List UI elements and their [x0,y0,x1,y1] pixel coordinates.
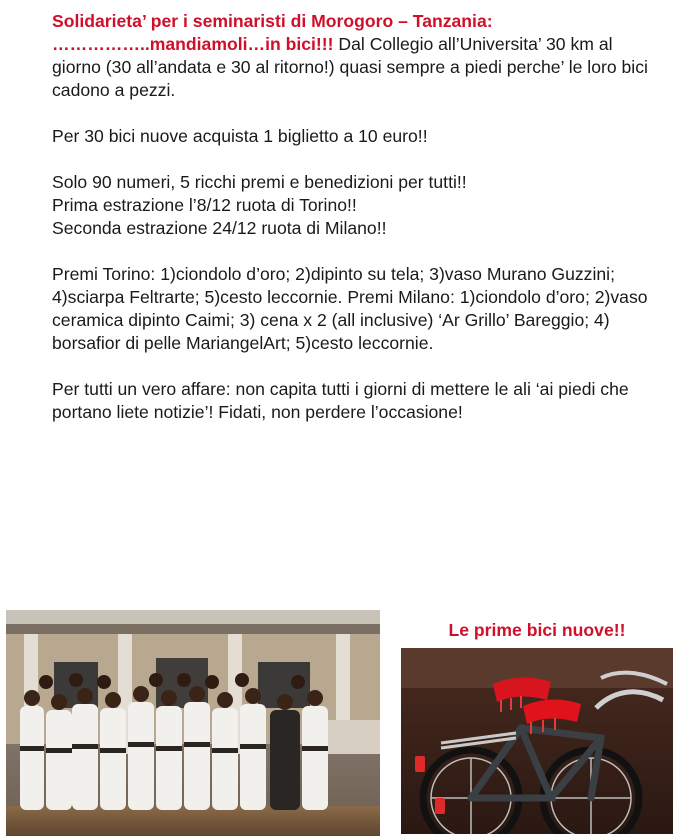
closing-text: Per tutti un vero affare: non capita tutti i giorni di mettere le ali ‘ai piedi che portano liete notizie’! Fidati, non perdere l’occasione! [52,379,629,422]
seminarians-photo-art [6,610,380,836]
lottery-line: Prima estrazione l’8/12 ruota di Torino!! [52,195,357,215]
new-bicycles-photo [401,648,673,834]
prizes-milano: Premi Milano: 1)ciondolo d’oro; 2)vaso ceramica dipinto Caimi; 3) cena x 2 (all inclusive) ‘Ar Grillo’ Bareggio; 4) borsafior di pelle MariangelArt; 5)cesto leccornie. [52,287,648,353]
intro-paragraph [52,10,652,102]
lottery-paragraph [52,171,652,240]
seminarians-group-photo [6,610,380,836]
ticket-text: Per 30 bici nuove acquista 1 biglietto a 10 euro!! [52,126,428,146]
bicycles-photo-art [401,648,673,834]
prizes-torino: Premi Torino: 1)ciondolo d’oro; 2)dipinto su tela; 3)vaso Murano Guzzini; 4)sciarpa Feltrarte; 5)cesto leccornie. [52,264,615,307]
flyer-text [52,10,652,447]
prizes-paragraph [52,263,652,355]
flyer-title: Solidarieta’ per i seminaristi di Morogoro – Tanzania: [52,11,493,31]
lottery-line: Solo 90 numeri, 5 ricchi premi e benedizioni per tutti!! [52,172,467,192]
bikes-caption: Le prime bici nuove!! [448,620,626,640]
intro-text: Dal Collegio all’Universita’ 30 km al giorno (30 all’andata e 30 al ritorno!) quasi sempre a piedi perche’ le loro bici cadono a pezzi. [52,34,648,100]
flyer-slogan: ……………..mandiamoli…in bici!!! [52,34,334,54]
lottery-line: Seconda estrazione 24/12 ruota di Milano!! [52,218,387,238]
